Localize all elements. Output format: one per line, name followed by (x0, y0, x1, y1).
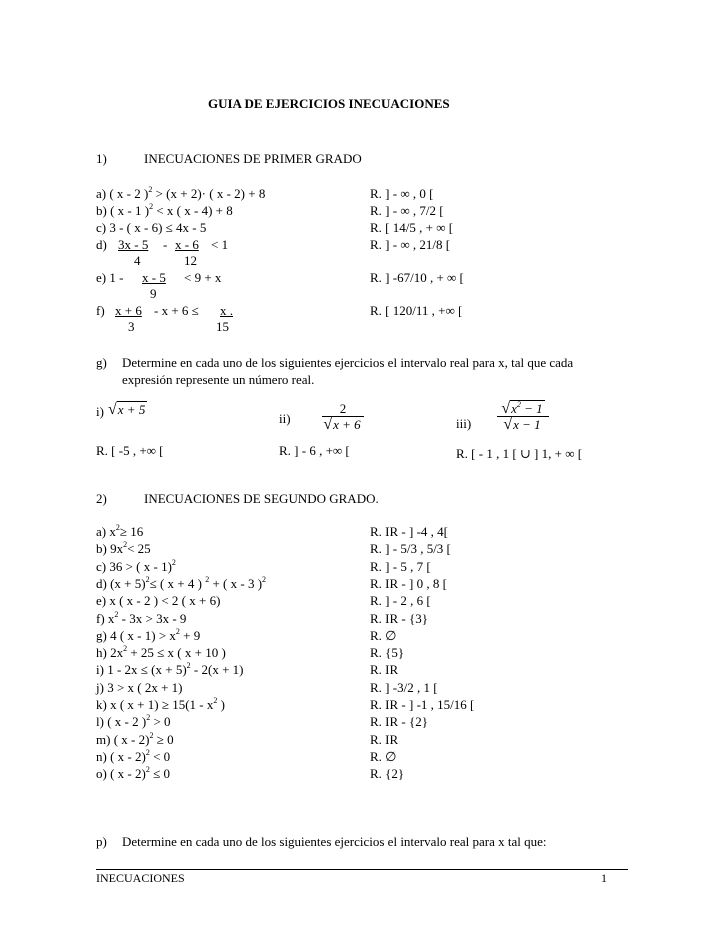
answer-2-item: R. IR - ] -4 , 4[ (370, 524, 448, 539)
exercise-1a: a) ( x - 2 )$^2$ > (x + 2)· ( x - 2) + 8 (96, 185, 266, 201)
answer-2-item: R. IR (370, 662, 399, 677)
exercise-1d-numerator-1: 3x - 5 (118, 237, 149, 252)
answer-1b: R. ] - ∞ , 7/2 [ (370, 203, 444, 218)
answer-2-item: R. IR - {2} (370, 714, 428, 729)
page-title: GUIA DE EJERCICIOS INECUACIONES (208, 96, 450, 111)
exercise-1f-numerator-1: x + 6 (115, 303, 142, 318)
exercise-g-label: g) (96, 355, 107, 370)
exercise-1f-prefix: f) (96, 303, 105, 318)
section2-number: 2) (96, 491, 107, 506)
exercise-1e-numerator: x - 5 (142, 270, 166, 285)
exercise-giii-label: iii) (456, 416, 472, 431)
exercise-1d-rhs: < 1 (211, 237, 229, 252)
exercise-1d-denominator-2: 12 (184, 253, 197, 268)
answer-gi: R. [ -5 , +∞ [ (96, 443, 164, 458)
answer-2-item: R. ] -3/2 , 1 [ (370, 680, 438, 695)
exercise-2-item: o) ( x - 2)$^2$ ≤ 0 (96, 765, 170, 781)
exercise-1d-numerator-2: x - 6 (175, 237, 199, 252)
exercise-1f-denominator-2: 15 (216, 319, 229, 334)
answer-2-item: R. ∅ (370, 628, 397, 643)
answer-2-item: R. IR - ] -1 , 15/16 [ (370, 697, 475, 712)
exercise-1d-denominator-1: 4 (134, 253, 141, 268)
answer-2-item: R. IR (370, 732, 399, 747)
exercise-2-item: i) $1 - 2x \le (x + 5)^2 - 2(x + 1)$ (96, 661, 244, 677)
exercise-1e-prefix: e) 1 - (96, 270, 124, 285)
exercise-g-line2: expresión represente un número real. (122, 372, 315, 387)
exercise-2-item: b) $9x^2< 25$ (96, 540, 151, 556)
answer-1f: R. [ 120/11 , +∞ [ (370, 303, 463, 318)
answer-1a: R. ] - ∞ , 0 [ (370, 186, 434, 201)
exercise-2-item: c) 36 > ( x - 1)$^2$ (96, 558, 176, 574)
exercise-1f-numerator-2: x . (220, 303, 233, 318)
exercise-2-item: d) $(x + 5)^2\le$ ( x + 4 ) $^2$ + ( x - 3 )$^2$ (96, 575, 267, 591)
exercise-1d-prefix: d) (96, 237, 107, 252)
section1-number: 1) (96, 151, 107, 166)
answer-1c: R. [ 14/5 , + ∞ [ (370, 220, 454, 235)
exercise-p-text: Determine en cada uno de los siguientes ejercicios el intervalo real para x tal que: (122, 834, 547, 849)
exercise-gii-label: ii) (279, 411, 291, 426)
exercise-2-item: l) ( x - 2 )$^2$ > 0 (96, 713, 171, 729)
answer-2-item: R. ] - 5 , 7 [ (370, 559, 431, 574)
answer-2-item: R. IR - {3} (370, 611, 428, 626)
footer-divider (96, 869, 628, 870)
answer-giii: R. [ - 1 , 1 [ ∪ ] 1, + ∞ [ (456, 446, 583, 461)
exercise-2-item: e) x ( x - 2 ) < 2 ( x + 6) (96, 593, 221, 608)
exercise-gi-sqrt: √x + 5 (108, 401, 146, 418)
answer-1d: R. ] - ∞ , 21/8 [ (370, 237, 451, 252)
section1-heading: INECUACIONES DE PRIMER GRADO (144, 151, 362, 166)
exercise-1d-minus: - (163, 237, 168, 252)
page-number: 1 (601, 871, 607, 885)
exercise-gi-label: i) (96, 404, 104, 419)
exercise-2-item: h) $2x^2 + 25 \le x$ ( x + 10 ) (96, 644, 226, 660)
exercise-1b: b) ( x - 1 )$^2$ < x ( x - 4) + 8 (96, 202, 233, 218)
answer-2-item: R. IR - ] 0 , 8 [ (370, 576, 447, 591)
exercise-1c: c) 3 - ( x - 6) ≤ 4x - 5 (96, 220, 207, 235)
exercise-p-label: p) (96, 834, 107, 849)
section2-heading: INECUACIONES DE SEGUNDO GRADO. (144, 491, 379, 506)
answer-2-item: R. ∅ (370, 749, 397, 764)
answer-2-item: R. {5} (370, 645, 405, 660)
exercise-1e-rhs: < 9 + x (184, 270, 222, 285)
footer-title: INECUACIONES (96, 871, 185, 885)
exercise-2-item: f) $x^2 - 3x > 3x - 9$ (96, 610, 187, 626)
exercise-2-item: k) x ( $x + 1) \ge 15(1 - x^2$ ) (96, 696, 225, 712)
answer-gii: R. ] - 6 , +∞ [ (279, 443, 350, 458)
exercise-1f-middle: - x + 6 ≤ (154, 303, 199, 318)
exercise-2-item: n) ( x - 2)$^2$ < 0 (96, 748, 171, 764)
exercise-1f-denominator-1: 3 (128, 319, 135, 334)
answer-1e: R. ] -67/10 , + ∞ [ (370, 270, 464, 285)
answer-2-item: R. ] - 5/3 , 5/3 [ (370, 541, 451, 556)
answer-2-item: R. {2} (370, 766, 405, 781)
exercise-giii-fraction: $\frac{√x^2 - 1}{√x - 1}$ (497, 401, 549, 432)
exercise-g-line1: Determine en cada uno de los siguientes ejercicios el intervalo real para x, tal que cada (122, 355, 574, 370)
exercise-1e-denominator: 9 (150, 286, 157, 301)
answer-2-item: R. ] - 2 , 6 [ (370, 593, 431, 608)
exercise-2-item: g) 4 ( $x - 1) > x^2 + 9$ (96, 627, 201, 643)
exercise-2-item: a) $x^2\ge 16$ (96, 523, 144, 539)
exercise-gii-fraction: $\frac{2}{√x + 6}$ (322, 401, 364, 432)
exercise-2-item: j) 3 > x ( 2x + 1) (96, 680, 183, 695)
exercise-2-item: m) ( x - 2)$^2$ ≥ 0 (96, 731, 174, 747)
